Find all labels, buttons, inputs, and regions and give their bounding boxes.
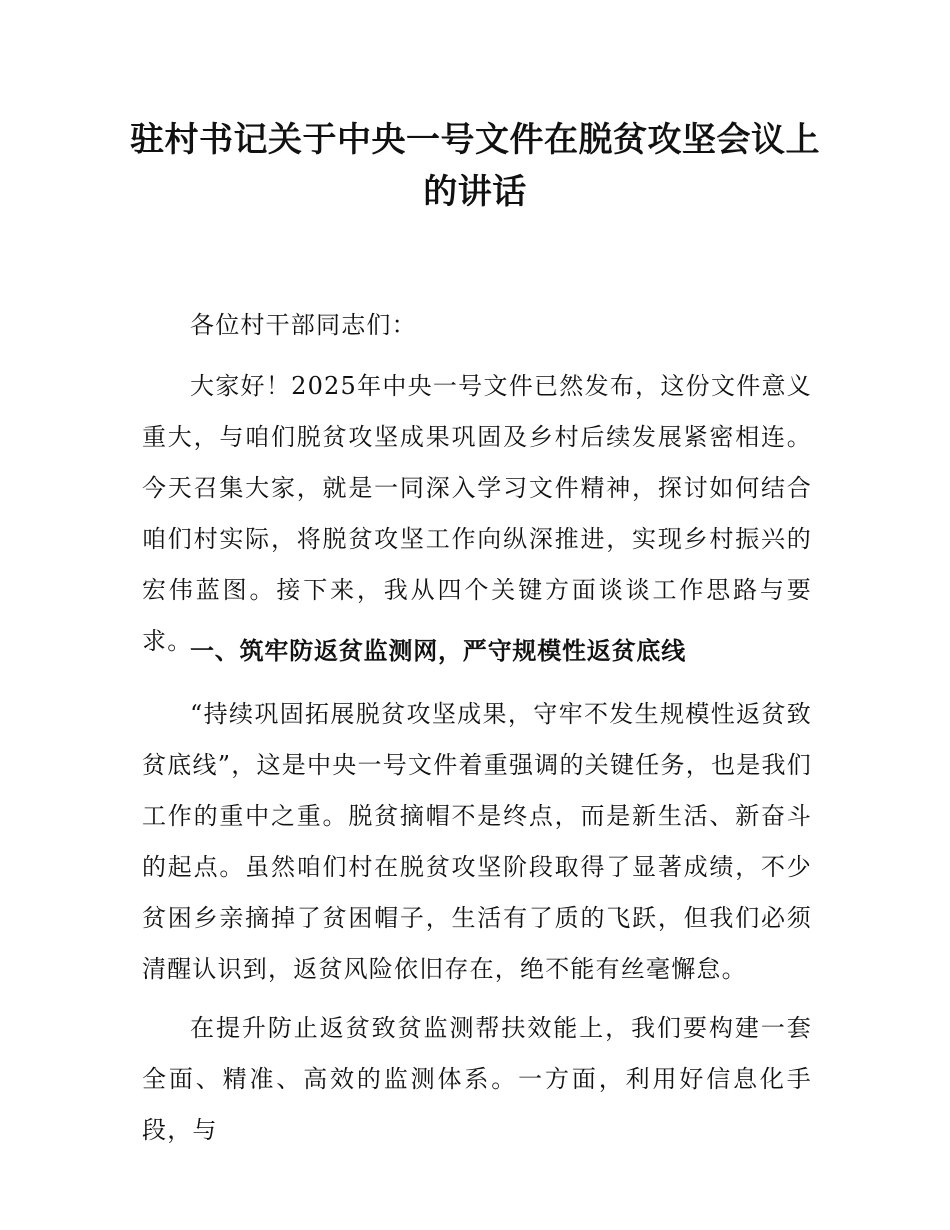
section-1-paragraph-1: “持续巩固拓展脱贫攻坚成果，守牢不发生规模性返贫致贫底线”，这是中央一号文件着重强调的关键任务，也是我们工作的重中之重。脱贫摘帽不是终点，而是新生活、新奋斗的起点。虽然咱们村在脱贫攻坚阶段取得了显著成绩，不少贫困乡亲摘掉了贫困帽子，生活有了质的飞跃，但我们必须清醒认识到，返贫风险依旧存在，绝不能有丝毫懈怠。 (142, 700, 812, 983)
section-heading-1: 一、筑牢防返贫监测网，严守规模性返贫底线 (190, 637, 686, 665)
intro-paragraph: 大家好！2025年中央一号文件已然发布，这份文件意义重大，与咱们脱贫攻坚成果巩固及乡村后续发展紧密相连。今天召集大家，就是一同深入学习文件精神，探讨如何结合咱们村实际，将脱贫攻坚工作向纵深推进，实现乡村振兴的宏伟蓝图。接下来，我从四个关键方面谈谈工作思路与要求。 (142, 372, 812, 655)
salutation: 各位村干部同志们： (190, 311, 417, 339)
document-title: 驻村书记关于中央一号文件在脱贫攻坚会议上的讲话 (130, 120, 820, 212)
section-1-paragraph-2: 在提升防止返贫致贫监测帮扶效能上，我们要构建一套全面、精准、高效的监测体系。一方面，利用好信息化手段，与 (142, 1014, 812, 1144)
